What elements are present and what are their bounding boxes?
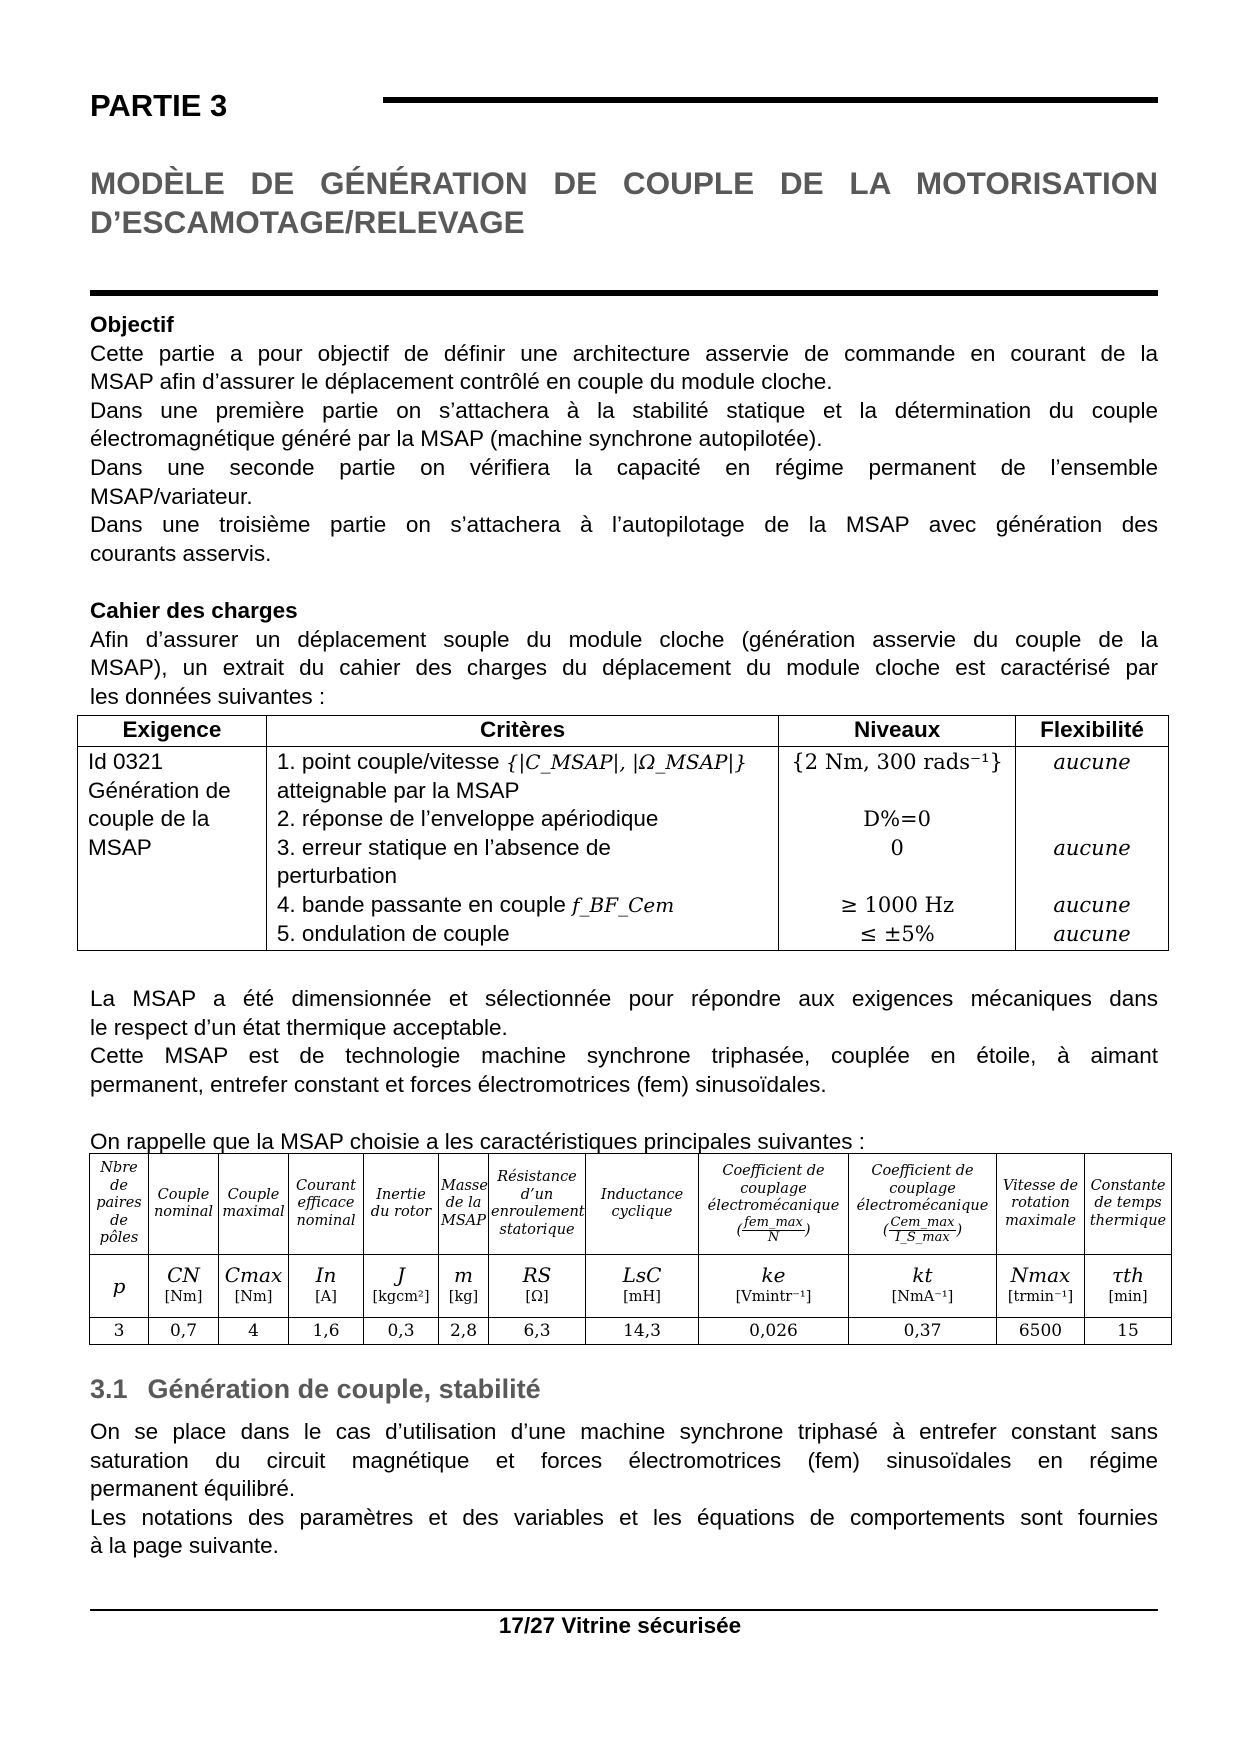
col-header-text: Coefficient de couplage électromécanique bbox=[856, 1163, 989, 1215]
value-cell: 6500 bbox=[997, 1318, 1085, 1345]
flexibilite-5: aucune bbox=[1053, 921, 1131, 946]
requirements-table bbox=[77, 715, 1169, 951]
section-title-text: Génération de couple, stabilité bbox=[147, 1374, 541, 1404]
value-cell: 0,7 bbox=[149, 1318, 219, 1345]
msap-line: le respect d’un état thermique acceptable. bbox=[90, 1014, 508, 1040]
requirements-header-row bbox=[78, 716, 1169, 747]
niveau-2: D%=0 bbox=[863, 807, 932, 832]
critere-1-cont: atteignable par la MSAP bbox=[276, 777, 520, 803]
value-cell: 0,37 bbox=[849, 1318, 997, 1345]
kt-fraction bbox=[889, 1216, 957, 1245]
flexibilite-spacer bbox=[1026, 805, 1158, 834]
value-cell: 6,3 bbox=[489, 1318, 586, 1345]
ke-fraction bbox=[742, 1216, 805, 1245]
symbol: CN bbox=[167, 1263, 200, 1287]
flexibilite-3: aucune bbox=[1053, 835, 1131, 860]
exigence-words bbox=[88, 777, 256, 806]
critere-4-text: 4. bande passante en couple bbox=[276, 891, 566, 917]
flexibilite-4: aucune bbox=[1053, 892, 1131, 917]
critere-5: 5. ondulation de couple bbox=[276, 920, 510, 946]
kt-frac-den: I_S_max bbox=[895, 1229, 950, 1245]
col-header-kt: Coefficient de couplage électromécanique ( $\frac{\text{Cem\_max}}{I\_S\_\max}$ ) bbox=[849, 1154, 997, 1255]
cahier-line: les données suivantes : bbox=[90, 683, 326, 709]
kt-frac-num: Cem_max bbox=[890, 1214, 955, 1230]
critere-4 bbox=[277, 891, 768, 920]
objectif-block bbox=[90, 311, 1158, 568]
section-line: à la page suivante. bbox=[90, 1533, 279, 1559]
section-line: Les notations des paramètres et des variables et les équations de comportements sont fournies bbox=[90, 1504, 1158, 1530]
critere-1-math: {|C_MSAP|, |Ω_MSAP|} bbox=[505, 750, 747, 774]
characteristics-table bbox=[89, 1153, 1172, 1345]
msap-line: permanent, entrefer constant et forces électromotrices (fem) sinusoïdales. bbox=[90, 1071, 827, 1097]
symbol: LsC bbox=[622, 1263, 662, 1287]
value-cell: 0,3 bbox=[364, 1318, 439, 1345]
msap-line: La MSAP a été dimensionnée et sélectionnée pour répondre aux exigences mécaniques dans bbox=[90, 986, 1158, 1011]
unit: [Vmintr⁻¹] bbox=[735, 1289, 812, 1305]
exigence-cell bbox=[78, 747, 267, 951]
symbol-cell bbox=[364, 1255, 439, 1318]
ke-frac-den: N bbox=[767, 1229, 780, 1245]
objectif-heading: Objectif bbox=[90, 312, 174, 337]
critere-2: 2. réponse de l’enveloppe apériodique bbox=[276, 806, 659, 832]
symbol-cell bbox=[997, 1255, 1085, 1318]
objectif-line: électromagnétique généré par la MSAP (machine synchrone autopilotée). bbox=[90, 426, 823, 452]
col-header: Inductance cyclique bbox=[586, 1154, 699, 1255]
symbol-cell bbox=[699, 1255, 849, 1318]
critere-1-text: 1. point couple/vitesse bbox=[276, 749, 500, 774]
section-body bbox=[90, 1418, 1158, 1561]
section-line: saturation du circuit magnétique et forces électromotrices (fem) sinusoïdales en régime bbox=[90, 1447, 1158, 1473]
flexibilite-cell bbox=[1016, 747, 1169, 951]
symbol: kt bbox=[912, 1263, 933, 1287]
value-cell: 3 bbox=[90, 1318, 149, 1345]
objectif-line: Dans une seconde partie on vérifiera la capacité en régime permanent de l’ensemble bbox=[90, 454, 1158, 480]
symbol-cell bbox=[289, 1255, 364, 1318]
section-line: On se place dans le cas d’utilisation d’une machine synchrone triphasé à entrefer constant sans bbox=[90, 1419, 1158, 1444]
unit: [mH] bbox=[623, 1289, 661, 1305]
col-header: Courant efficace nominal bbox=[289, 1154, 364, 1255]
exigence-word: couple bbox=[88, 806, 155, 832]
symbol-cell bbox=[439, 1255, 489, 1318]
exigence-word: de bbox=[205, 777, 231, 803]
symbol-cell bbox=[149, 1255, 219, 1318]
page-footer: 17/27 Vitrine sécurisée bbox=[498, 1613, 742, 1638]
value-cell: 2,8 bbox=[439, 1318, 489, 1345]
unit: [Nm] bbox=[164, 1289, 203, 1305]
objectif-line: Dans une troisième partie on s’attachera à l’autopilotage de la MSAP avec génération des bbox=[90, 512, 1158, 538]
symbol-cell bbox=[489, 1255, 586, 1318]
characteristics-value-row bbox=[90, 1318, 1172, 1345]
niveau-1: {2 Nm, 300 rads⁻¹} bbox=[791, 750, 1003, 774]
objectif-line: Dans une première partie on s’attachera à la stabilité statique et la détermination du couple bbox=[90, 397, 1158, 423]
niveau-spacer bbox=[789, 862, 1005, 891]
flexibilite-spacer bbox=[1026, 862, 1158, 891]
partie-title: PARTIE 3 bbox=[90, 88, 228, 123]
exigence-words bbox=[88, 805, 256, 834]
symbol: ke bbox=[761, 1263, 786, 1287]
value-cell: 14,3 bbox=[586, 1318, 699, 1345]
col-header: Couple maximal bbox=[219, 1154, 289, 1255]
niveaux-cell bbox=[779, 747, 1016, 951]
col-header: Résistance d’un enroulement statorique bbox=[489, 1154, 586, 1255]
symbol: m bbox=[454, 1263, 473, 1287]
objectif-line: MSAP afin d’assurer le déplacement contrôlé en couple du module cloche. bbox=[90, 369, 833, 395]
cahier-line: MSAP), un extrait du cahier des charges du déplacement du module cloche est caractérisé par bbox=[90, 655, 1158, 681]
symbol: p bbox=[112, 1274, 126, 1298]
section-rule bbox=[90, 290, 1158, 296]
cahier-block bbox=[90, 597, 1158, 711]
critere-4-math: f_BF_Cem bbox=[572, 892, 675, 917]
symbol-cell bbox=[90, 1255, 149, 1318]
unit: [kgcm²] bbox=[372, 1289, 430, 1305]
ke-frac-num: fem_max bbox=[744, 1214, 803, 1230]
symbol: Nmax bbox=[1010, 1263, 1071, 1287]
value-cell: 15 bbox=[1085, 1318, 1172, 1345]
top-rule bbox=[383, 97, 1158, 103]
niveau-5: ≤ ±5% bbox=[859, 921, 935, 946]
msap-line: Cette MSAP est de technologie machine synchrone triphasée, couplée en étoile, à aimant bbox=[90, 1043, 1158, 1069]
cahier-heading: Cahier des charges bbox=[90, 598, 298, 623]
unit: [Ω] bbox=[525, 1289, 549, 1305]
objectif-line: courants asservis. bbox=[90, 540, 272, 566]
unit: [NmA⁻¹] bbox=[891, 1289, 954, 1305]
critere-1 bbox=[277, 748, 768, 777]
exigence-word: Génération bbox=[88, 777, 200, 803]
header-flexibilite: Flexibilité bbox=[1016, 716, 1169, 747]
msap-description bbox=[90, 985, 1158, 1099]
symbol: τth bbox=[1112, 1263, 1144, 1287]
objectif-line: Cette partie a pour objectif de définir une architecture asservie de commande en courant de la bbox=[90, 340, 1158, 366]
value-cell: 4 bbox=[219, 1318, 289, 1345]
rappel-text: On rappelle que la MSAP choisie a les caractéristiques principales suivantes : bbox=[90, 1129, 865, 1154]
col-header: Vitesse de rotation maximale bbox=[997, 1154, 1085, 1255]
flexibilite-spacer bbox=[1026, 777, 1158, 806]
main-title bbox=[90, 164, 1158, 242]
niveau-3: 0 bbox=[890, 835, 904, 860]
criteres-cell bbox=[266, 747, 778, 951]
exigence-word: de bbox=[160, 806, 186, 832]
unit: [trmin⁻¹] bbox=[1007, 1289, 1074, 1305]
characteristics-header-row bbox=[90, 1154, 1172, 1255]
col-header: Nbre de paires de pôles bbox=[90, 1154, 149, 1255]
col-header: Inertie du rotor bbox=[364, 1154, 439, 1255]
symbol: Cmax bbox=[224, 1263, 283, 1287]
objectif-line: MSAP/variateur. bbox=[90, 483, 253, 509]
unit: [A] bbox=[315, 1289, 337, 1305]
exigence-word: la bbox=[191, 806, 210, 832]
niveau-spacer bbox=[789, 777, 1005, 806]
cahier-line: Afin d’assurer un déplacement souple du module cloche (génération asservie du couple de la bbox=[90, 626, 1158, 652]
header-exigence: Exigence bbox=[78, 716, 267, 747]
flexibilite-1: aucune bbox=[1053, 750, 1131, 774]
exigence-id: Id 0321 bbox=[88, 749, 164, 774]
col-header: Constante de temps thermique bbox=[1085, 1154, 1172, 1255]
unit: [kg] bbox=[448, 1289, 479, 1305]
section-title bbox=[90, 1374, 541, 1405]
main-title-line-1: MODÈLE DE GÉNÉRATION DE COUPLE DE LA MOTORISATION bbox=[90, 165, 1158, 201]
critere-3-cont: perturbation bbox=[276, 863, 397, 889]
symbol-cell bbox=[1085, 1255, 1172, 1318]
section-number: 3.1 bbox=[90, 1374, 128, 1404]
exigence-word: MSAP bbox=[88, 834, 152, 860]
symbol-cell bbox=[849, 1255, 997, 1318]
requirement-row bbox=[78, 747, 1169, 951]
col-header: Masse de la MSAP bbox=[439, 1154, 489, 1255]
characteristics-symbol-row bbox=[90, 1255, 1172, 1318]
section-line: permanent équilibré. bbox=[90, 1476, 296, 1502]
symbol-cell bbox=[586, 1255, 699, 1318]
col-header-text: Coefficient de couplage électromécanique bbox=[707, 1163, 840, 1215]
unit: [min] bbox=[1108, 1289, 1148, 1305]
header-criteres: Critères bbox=[266, 716, 778, 747]
header-niveaux: Niveaux bbox=[779, 716, 1016, 747]
niveau-4: ≥ 1000 Hz bbox=[840, 892, 955, 917]
value-cell: 0,026 bbox=[699, 1318, 849, 1345]
symbol: RS bbox=[522, 1263, 552, 1287]
value-cell: 1,6 bbox=[289, 1318, 364, 1345]
col-header: Couple nominal bbox=[149, 1154, 219, 1255]
main-title-line-2: D’ESCAMOTAGE/RELEVAGE bbox=[90, 204, 525, 240]
symbol: J bbox=[396, 1263, 406, 1287]
col-header-ke: Coefficient de couplage électromécanique ( $\frac{\text{fem\_max}}{N}$ ) bbox=[699, 1154, 849, 1255]
symbol: In bbox=[315, 1263, 337, 1287]
unit: [Nm] bbox=[234, 1289, 273, 1305]
symbol-cell bbox=[219, 1255, 289, 1318]
critere-3: 3. erreur statique en l’absence de bbox=[276, 834, 611, 860]
